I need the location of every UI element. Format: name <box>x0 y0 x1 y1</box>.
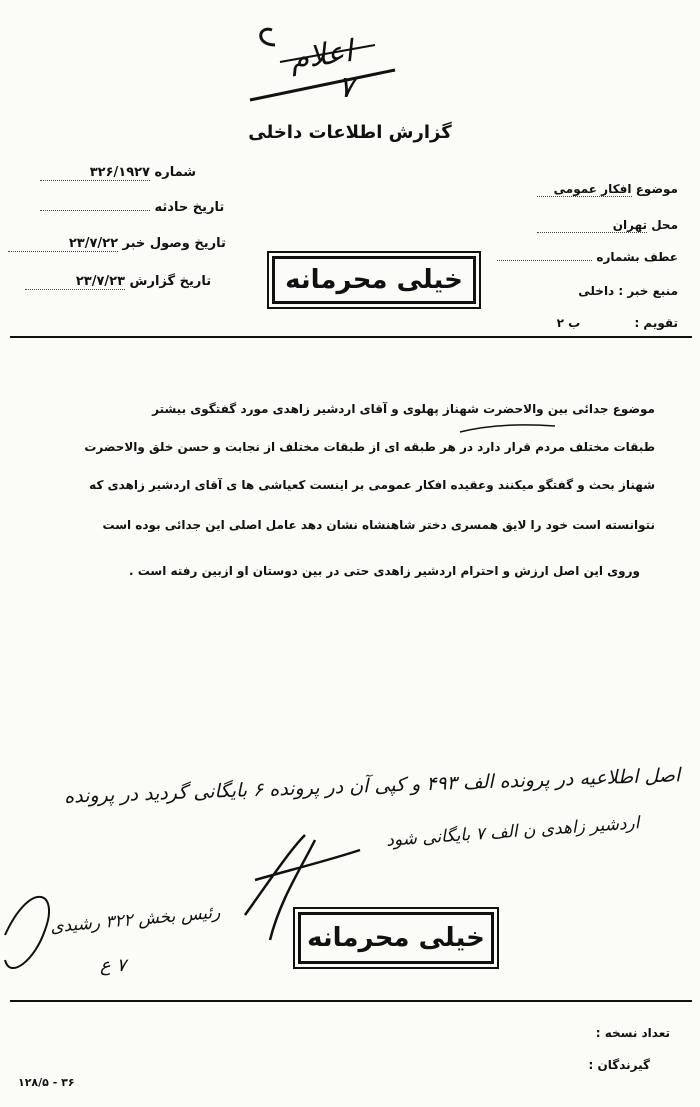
field-incident-date: تاریخ حادثه <box>40 200 224 215</box>
field-received-date: تاریخ وصول خبر ۲۳/۷/۲۲ <box>8 236 226 252</box>
field-reference: عطف بشماره <box>497 250 678 264</box>
field-subject: موضوع افکار عمومی <box>537 182 678 197</box>
annotation-number: ۷ <box>338 70 355 105</box>
field-location: محل تهران <box>537 218 678 233</box>
page-title: گزارش اطلاعات داخلی <box>248 122 452 143</box>
underline-mark <box>0 420 700 440</box>
initials-note: ۷ ع <box>100 955 127 976</box>
body-line-1: موضوع جدائی بین والاحضرت شهناز پهلوی و آقای اردشیر زاهدی مورد گفتگوی بیشتر <box>152 402 655 416</box>
handwritten-note-line-1: اصل اطلاعیه در پرونده الف ۴۹۳ و کپی آن در پرونده ۶ بایگانی گردید در پرونده <box>63 764 681 808</box>
signature-note: رئیس بخش ۳۲۲ رشیدی <box>49 902 222 938</box>
recipients-label: گیرندگان : <box>588 1058 650 1072</box>
field-rating: تقویم : ب ۲ <box>556 316 678 330</box>
header-divider <box>10 336 692 338</box>
handwritten-note-line-2: اردشیر زاهدی ن الف ۷ بایگانی شود <box>385 813 641 851</box>
confidential-stamp-top: خیلی محرمانه <box>272 256 476 304</box>
annotation-strokes <box>0 0 700 130</box>
form-code: ۳۶ - ۱۲۸/۵ <box>18 1076 75 1089</box>
field-report-date: تاریخ گزارش ۲۳/۷/۲۳ <box>25 274 211 290</box>
body-line-3: شهناز بحث و گفتگو میکنند وعقیده افکار عمومی بر اینست کعیاشی ها ی آقای اردشیر زاهدی که <box>89 478 655 492</box>
field-number: شماره ۳۲۶/۱۹۲۷ <box>40 165 196 181</box>
body-line-2: طبقات مختلف مردم قرار دارد در هر طبقه ای از طبقات مختلف از نجابت و حسن خلق والاحضرت <box>84 440 655 454</box>
confidential-stamp-bottom: خیلی محرمانه <box>298 912 494 964</box>
copies-label: تعداد نسخه : <box>595 1026 670 1040</box>
footer-divider <box>10 1000 692 1002</box>
body-line-5: وروی این اصل ارزش و احترام اردشیر زاهدی حتی در بین دوستان او ازبین رفته است . <box>128 564 640 578</box>
field-source: منبع خبر : داخلی <box>578 284 678 298</box>
annotation-top: اعلام <box>287 33 355 78</box>
body-line-4: نتوانسته است خود را لایق همسری دختر شاهنشاه نشان دهد عامل اصلی این جدائی بوده است <box>102 518 655 532</box>
